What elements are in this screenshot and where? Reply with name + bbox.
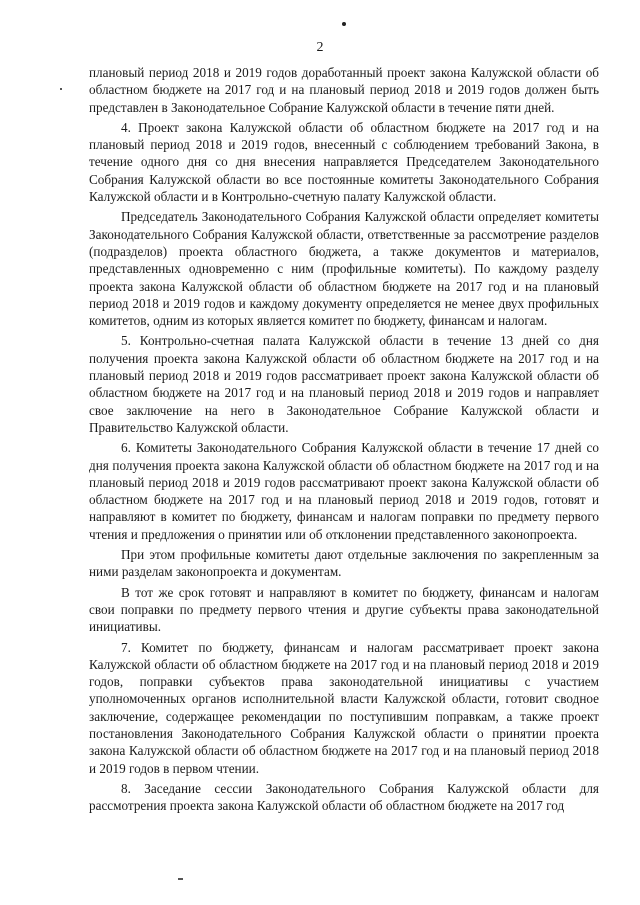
paragraph-item-8: 8. Заседание сессии Законодательного Собрания Калужской области для рассмотрения проекта закона Калужской области об областном бюджете на 2017 год (89, 780, 599, 814)
paragraph-same-term: В тот же срок готовят и направляют в комитет по бюджету, финансам и налогам свои поправки по предмету первого чтения и другие субъекты права законодательной инициативы. (89, 584, 599, 635)
paragraph-chairman: Председатель Законодательного Собрания Калужской области определяет комитеты Законодательного Собрания Калужской области, ответственные за рассмотрение разделов (подразделов) проекта областного бюджета, а также документов и материалов, представленных одновременно с ним (профильные комитеты). По каждому разделу проекта закона Калужской области об областном бюджете на 2017 год и на плановый период 2018 и 2019 годов и каждому документу определяется не менее двух профильных комитетов, одним из которых является комитет по бюджету, финансам и налогам. (89, 209, 599, 329)
paragraph-profile-committees: При этом профильные комитеты дают отдельные заключения по закрепленным за ними разделам законопроекта и документам. (89, 547, 599, 580)
page-number: 2 (316, 40, 324, 55)
paragraph-item-6: 6. Комитеты Законодательного Собрания Калужской области в течение 17 дней со дня получения проекта закона Калужской области об областном бюджете на 2017 год и на плановый период 2018 и 2019 годов рассматривают проект закона Калужской области об областном бюджете на 2017 год и на плановый период 2018 и 2019 годов, готовят и направляют в комитет по бюджету, финансам и налогам поправки по предмету первого чтения и предложения о принятии или об отклонении представленного законопроекта. (89, 440, 599, 542)
scan-speck-left (60, 88, 62, 90)
paragraph-item-4: 4. Проект закона Калужской области об областном бюджете на 2017 год и на плановый период 2018 и 2019 годов, внесенный с соблюдением требований Закона, в течение одного дня со дня внесения направляется Председателем Законодательного Собрания Калужской области во все постоянные комитеты Законодательного Собрания Калужской области и в Контрольно-счетную палату Калужской области. (89, 119, 599, 205)
scan-speck-bottom (178, 878, 183, 880)
scan-dot (342, 22, 346, 26)
paragraph-item-5: 5. Контрольно-счетная палата Калужской области в течение 13 дней со дня получения проекта закона Калужской области об областном бюджете на 2017 год и на плановый период 2018 и 2019 годов рассматривает проект закона Калужской области об областном бюджете на 2017 год и на плановый период 2018 и 2019 годов и направляет свое заключение на него в Законодательное Собрание Калужской области и Правительство Калужской области. (89, 333, 599, 435)
paragraph-item-7: 7. Комитет по бюджету, финансам и налогам рассматривает проект закона Калужской области об областном бюджете на 2017 год и на плановый период 2018 и 2019 годов, поправки субъектов права законодательной инициативы с участием уполномоченных органов исполнительной власти Калужской области, готовит сводное заключение, содержащее рекомендации по поступившим поправкам, а также проект постановления Законодательного Собрания Калужской области о принятии проекта закона Калужской области об областном бюджете на 2017 год и на плановый период 2018 и 2019 годов в первом чтении. (89, 639, 599, 776)
document-body (89, 64, 599, 814)
paragraph-continuation: плановый период 2018 и 2019 годов доработанный проект закона Калужской области об областном бюджете на 2017 год и на плановый период 2018 и 2019 годов должен быть представлен в Законодательное Собрание Калужской области в течение пяти дней. (89, 65, 599, 115)
